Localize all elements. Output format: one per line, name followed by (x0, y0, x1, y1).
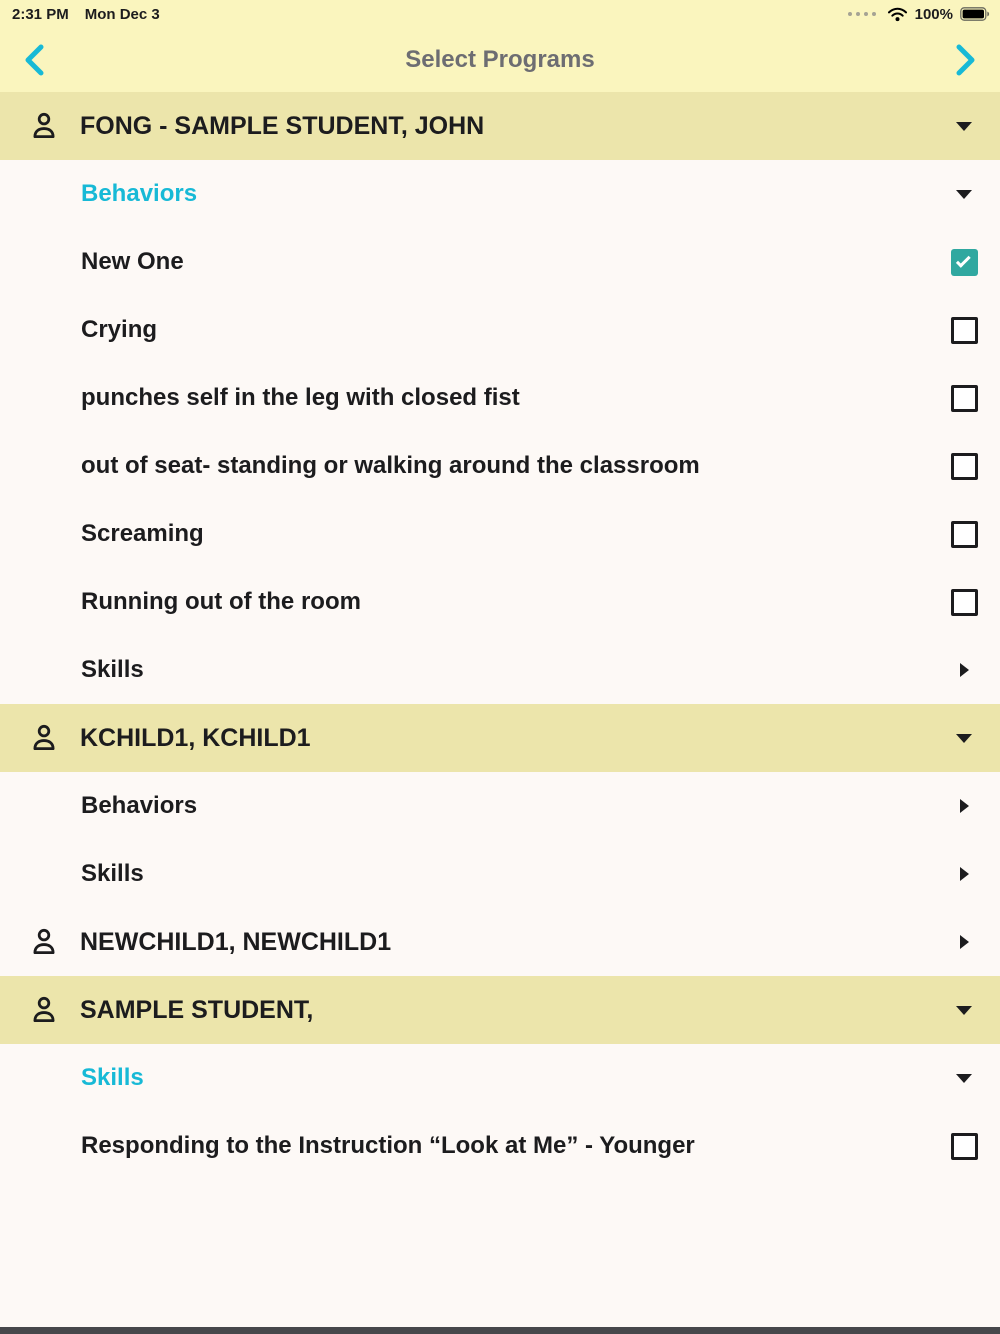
student-header[interactable] (0, 92, 1000, 160)
row-label: Skills (81, 656, 144, 683)
row-accessory (950, 663, 978, 677)
checkbox-unchecked[interactable] (951, 589, 978, 616)
category-row[interactable] (0, 772, 1000, 840)
program-row[interactable] (0, 1112, 1000, 1180)
row-accessory (950, 799, 978, 813)
row-accessory (950, 453, 978, 480)
row-label: Behaviors (81, 180, 198, 207)
caret-down-icon (956, 190, 972, 199)
nav-bar (0, 28, 1000, 92)
caret-down-icon (956, 1006, 972, 1015)
program-row[interactable] (0, 296, 1000, 364)
row-accessory (950, 385, 978, 412)
student-name: SAMPLE STUDENT, (80, 995, 314, 1024)
caret-down-icon (956, 1074, 972, 1083)
program-row[interactable] (0, 432, 1000, 500)
row-accessory (950, 1074, 978, 1083)
header-accessory (950, 1006, 978, 1015)
chevron-right-icon (954, 43, 978, 77)
row-accessory (950, 190, 978, 199)
student-header[interactable] (0, 908, 1000, 976)
student-name: KCHILD1, KCHILD1 (80, 723, 311, 752)
header-accessory (950, 122, 978, 131)
page-title: Select Programs (405, 46, 595, 73)
status-bar (0, 0, 1000, 28)
caret-right-icon (960, 663, 969, 677)
row-label: Behaviors (81, 792, 198, 819)
status-time: 2:31 PM (12, 5, 69, 23)
caret-right-icon (960, 935, 969, 949)
row-label: punches self in the leg with closed fist (81, 384, 520, 411)
student-header[interactable] (0, 704, 1000, 772)
caret-right-icon (960, 867, 969, 881)
program-row[interactable] (0, 228, 1000, 296)
header-accessory (950, 935, 978, 949)
caret-down-icon (956, 734, 972, 743)
program-row[interactable] (0, 568, 1000, 636)
category-row[interactable] (0, 160, 1000, 228)
row-label: Skills (81, 860, 144, 887)
forward-button[interactable] (954, 43, 978, 77)
person-icon (30, 723, 58, 753)
row-label: out of seat- standing or walking around the classroom (81, 452, 700, 479)
checkbox-unchecked[interactable] (951, 317, 978, 344)
row-accessory (950, 589, 978, 616)
category-row[interactable] (0, 1044, 1000, 1112)
student-name: FONG - SAMPLE STUDENT, JOHN (80, 111, 485, 140)
row-accessory (950, 1133, 978, 1160)
status-date: Mon Dec 3 (84, 5, 160, 23)
battery-percent: 100% (914, 5, 953, 23)
row-label: Screaming (81, 520, 204, 547)
checkbox-unchecked[interactable] (951, 521, 978, 548)
checkbox-unchecked[interactable] (951, 1133, 978, 1160)
row-accessory (950, 521, 978, 548)
caret-right-icon (960, 799, 969, 813)
checkbox-unchecked[interactable] (951, 453, 978, 480)
program-row[interactable] (0, 500, 1000, 568)
row-label: Skills (81, 1064, 144, 1091)
row-label: Responding to the Instruction “Look at Me” - Younger (81, 1132, 695, 1159)
row-label: New One (81, 248, 184, 275)
person-icon (30, 111, 58, 141)
category-row[interactable] (0, 840, 1000, 908)
row-accessory (950, 867, 978, 881)
person-icon (30, 927, 58, 957)
bottom-bar (0, 1327, 1000, 1334)
program-list (0, 92, 1000, 1180)
category-row[interactable] (0, 636, 1000, 704)
wifi-icon (887, 7, 908, 22)
chevron-left-icon (22, 43, 46, 77)
row-accessory (950, 317, 978, 344)
program-row[interactable] (0, 364, 1000, 432)
checkbox-unchecked[interactable] (951, 385, 978, 412)
student-header[interactable] (0, 976, 1000, 1044)
battery-icon (960, 7, 990, 21)
cellular-signal-icon (848, 12, 876, 16)
back-button[interactable] (22, 43, 46, 77)
row-label: Running out of the room (81, 588, 361, 615)
caret-down-icon (956, 122, 972, 131)
header-accessory (950, 734, 978, 743)
student-name: NEWCHILD1, NEWCHILD1 (80, 927, 392, 956)
checkbox-checked[interactable] (951, 249, 978, 276)
row-label: Crying (81, 316, 158, 343)
checkmark-icon (956, 252, 971, 267)
row-accessory (950, 249, 978, 276)
person-icon (30, 995, 58, 1025)
